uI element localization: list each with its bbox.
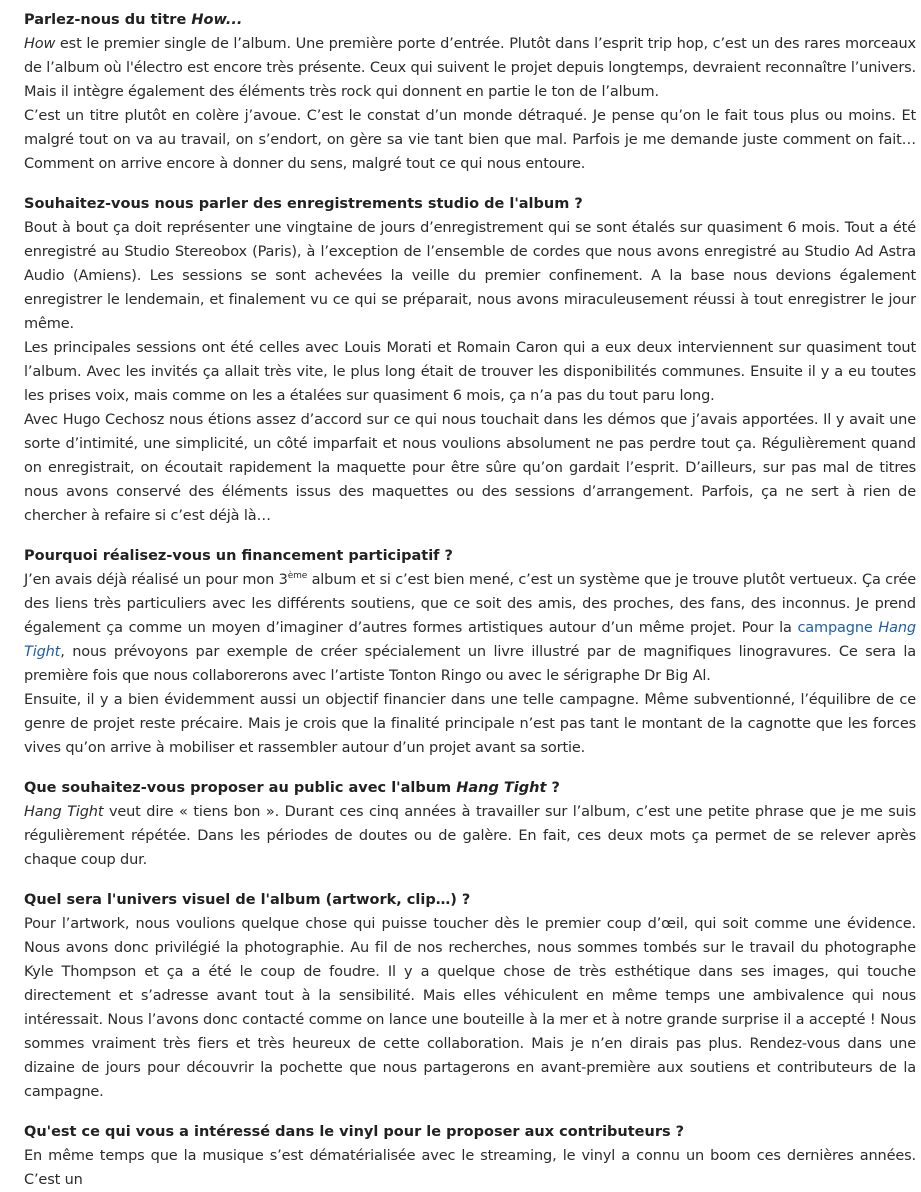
paragraph-text: , nous prévoyons par exemple de créer spécialement un livre illustré par de magnifiques linogravures. Ce sera la première fois que nous collaborerons avec l’artiste Tonton Ringo ou avec le sérigraphe Dr Big Al. (24, 644, 916, 684)
question-vinyl: Qu'est ce qui vous a intéressé dans le vinyl pour le proposer aux contributeurs ? (24, 1124, 685, 1140)
album-title: Hang Tight (24, 804, 104, 820)
question-visual: Quel sera l'univers visuel de l'album (artwork, clip…) ? (24, 892, 471, 908)
interview-body (24, 8, 916, 1192)
song-title: How (24, 36, 56, 52)
album-title: Hang Tight (456, 780, 547, 796)
answer-paragraph: Bout à bout ça doit représenter une vingtaine de jours d’enregistrement qui se sont étalés sur quasiment 6 mois. Tout a été enregistré au Studio Stereobox (Paris), à l’exception de l’ensemble de cordes que nous avons enregistré au Studio Ad Astra Audio (Amiens). Les sessions se sont achevées la veille du premier confinement. A la base nous devions également enregistrer le lendemain, et finalement vu ce qui se préparait, nous avons miraculeusement réussi à tout enregistrer le jour même. (24, 220, 916, 332)
answer-paragraph: Ensuite, il y a bien évidemment aussi un objectif financier dans une telle campagne. Même subventionné, l’équilibre de ce genre de projet reste précaire. Mais je crois que la finalité principale n’est pas tant le montant de la cagnotte que les forces vives qu’on arrive à mobiliser et rassembler autour d’un projet avant sa sortie. (24, 692, 916, 756)
question-text: Parlez-nous du titre (24, 12, 192, 28)
answer-paragraph: Pour l’artwork, nous voulions quelque chose qui puisse toucher dès le premier coup d’œil, qui soit comme une évidence. Nous avons donc privilégié la photographie. Au fil de nos recherches, nous sommes tombés sur le travail du photographe Kyle Thompson et ça a été le coup de foudre. Il y a quelque chose de très esthétique dans ses images, qui touche directement et s’adresse avant tout à la sensibilité. Mais elles véhiculent en même temps une ambivalence qui nous intéressait. Nous l’avons donc contacté comme on lance une bouteille à la mer et à notre grande surprise il a accepté ! Nous sommes vraiment très fiers et très heureux de cette collaboration. Mais je n’en dirais pas plus. Rendez-vous dans une dizaine de jours pour découvrir la pochette que nous partagerons en avant-première aux soutiens et contributeurs de la campagne. (24, 916, 916, 1100)
link-text[interactable]: campagne (797, 620, 879, 636)
answer-paragraph (24, 800, 916, 872)
answer-paragraph: Avec Hugo Cechosz nous étions assez d’accord sur ce qui nous touchait dans les démos que j’avais apportées. Il y avait une sorte d’intimité, une simplicité, un côté imparfait et nous voulions absolument ne pas perdre tout ça. Régulièrement quand on enregistrait, on écoutait rapidement la maquette pour être sûre qu’on gardait l’esprit. D’ailleurs, sur pas mal de titres nous avons conservé des éléments issus des maquettes ou des sessions d’arrangement. Parfois, ça ne sert à rien de chercher à refaire si c’est déjà là… (24, 412, 916, 524)
question-text: ? (546, 780, 560, 796)
answer-paragraph: En même temps que la musique s’est dématérialisée avec le streaming, le vinyl a connu un boom ces dernières années. C’est un (24, 1148, 916, 1188)
paragraph-text: est le premier single de l’album. Une première porte d’entrée. Plutôt dans l’esprit trip hop, c’est un des rares morceaux de l’album où l'électro est encore très présente. Ceux qui suivent le projet depuis longtemps, devraient reconnaître l’univers. Mais il intègre également des éléments très rock qui donnent en partie le ton de l’album. (24, 36, 916, 100)
answer-paragraph: C’est un titre plutôt en colère j’avoue. C’est le constat d’un monde détraqué. Je pense qu’on le fait tous plus ou moins. Et malgré tout on va au travail, on s’endort, on gère sa vie tant bien que mal. Parfois je me demande juste comment on fait… Comment on arrive encore à donner du sens, malgré tout ce qui nous entoure. (24, 108, 916, 172)
paragraph-text: veut dire « tiens bon ». Durant ces cinq années à travailler sur l’album, c’est une petite phrase que je me suis régulièrement répétée. Dans les périodes de doutes ou de galère. En fait, ces deux mots ça permet de se relever après chaque coup dur. (24, 804, 916, 868)
question-how (24, 8, 916, 32)
paragraph-text: J’en avais déjà réalisé un pour mon 3 (24, 572, 288, 588)
paragraph-text: album et si c’est bien mené, c’est un système que je trouve plutôt vertueux. Ça crée des liens très particuliers avec les différents soutiens, que ce soit des amis, des proches, des fans, des inconnus. Je prend également ça comme un moyen d’imaginer d’autres formes artistiques autour d’un même projet. Pour la (24, 572, 916, 636)
question-public (24, 776, 916, 800)
question-text: Que souhaitez-vous proposer au public avec l'album (24, 780, 457, 796)
ordinal-suffix: ème (287, 571, 308, 581)
question-crowdfunding: Pourquoi réalisez-vous un financement participatif ? (24, 548, 453, 564)
song-title: How... (191, 12, 243, 28)
answer-paragraph (24, 568, 916, 688)
question-studio: Souhaitez-vous nous parler des enregistrements studio de l'album ? (24, 196, 583, 212)
answer-paragraph: Les principales sessions ont été celles avec Louis Morati et Romain Caron qui a eux deux interviennent sur quasiment tout l’album. Avec les invités ça allait très vite, le plus long était de trouver les disponibilités communes. Ensuite il y a eu toutes les prises voix, mais comme on les a étalées sur quasiment 6 mois, ça n’a pas du tout paru long. (24, 340, 916, 404)
answer-paragraph (24, 32, 916, 104)
link-title[interactable]: Hang Tight (24, 620, 916, 660)
